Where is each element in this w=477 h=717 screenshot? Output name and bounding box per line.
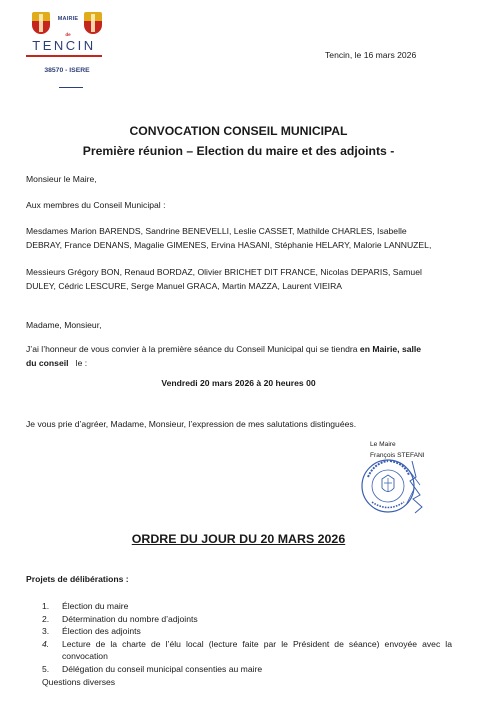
- document-subtitle: Première réunion – Election du maire et des adjoints -: [82, 144, 395, 158]
- list-number: 4.: [42, 638, 50, 649]
- mesdames-line-2: DEBRAY, France DENANS, Magalie GIMENES, Ervina HASANI, Stéphanie HELARY, Malorie LANNUZEL,: [26, 240, 432, 250]
- questions-diverses: Questions diverses: [42, 676, 116, 687]
- closing-formula: Je vous prie d’agréer, Madame, Monsieur, l’expression de mes salutations distinguées.: [26, 419, 357, 429]
- invitation-text: J’ai l’honneur de vous convier à la première séance du Conseil Municipal qui se tiendra: [26, 344, 360, 354]
- list-number: 2.: [42, 613, 50, 624]
- greeting: Madame, Monsieur,: [26, 320, 102, 330]
- list-item-text: Lecture de la charte de l’élu local (lecture faite par le Président de séance) envoyée avec la convocation: [62, 638, 452, 662]
- header-divider: [59, 87, 83, 88]
- section-label: Projets de délibérations :: [26, 574, 129, 584]
- logo-de-text: de: [65, 32, 71, 37]
- list-number: 3.: [42, 626, 50, 637]
- list-item-text: Délégation du conseil municipal consenties au maire: [62, 663, 263, 674]
- list-item-text: Élection du maire: [62, 601, 129, 611]
- logo-town-name: TENCIN: [32, 38, 96, 53]
- postcode-department: 38570 - ISERE: [44, 67, 90, 74]
- logo-mairie-text: MAIRIE: [57, 16, 79, 22]
- signature-role: Le Maire: [370, 441, 396, 448]
- salutation: Monsieur le Maire,: [26, 174, 97, 184]
- document-title: CONVOCATION CONSEIL MUNICIPAL: [129, 124, 348, 138]
- list-item: [42, 625, 452, 638]
- invitation-location: en Mairie, salle: [359, 344, 422, 354]
- meeting-datetime: Vendredi 20 mars 2026 à 20 heures 00: [161, 378, 316, 388]
- list-item-text: Détermination du nombre d’adjoints: [62, 613, 198, 624]
- messieurs-line-1: Messieurs Grégory BON, Renaud BORDAZ, Olivier BRICHET DIT FRANCE, Nicolas DEPARIS, Samuel: [26, 267, 422, 277]
- list-item: [42, 638, 452, 663]
- agenda-title-text: ORDRE DU JOUR DU 20 MARS 2026: [131, 532, 346, 546]
- date-line: Tencin, le 16 mars 2026: [325, 50, 417, 60]
- to-members: Aux membres du Conseil Municipal :: [26, 200, 166, 210]
- messieurs-line-2: DULEY, Cédric LESCURE, Serge Manuel GRACA, Martin MAZZA, Laurent VIEIRA: [26, 281, 343, 291]
- invitation-location-cont: du conseil: [26, 358, 69, 368]
- list-item: [42, 613, 452, 626]
- coat-of-arms-right-icon: [84, 12, 102, 34]
- signature-name: François STEFANI: [370, 452, 425, 459]
- invitation-line-2: [26, 356, 87, 370]
- agenda-list: [42, 600, 452, 688]
- list-number: 5.: [42, 663, 50, 674]
- invitation-line-1: [26, 342, 421, 356]
- list-item-text: Élection des adjoints: [62, 626, 141, 637]
- list-number: 1.: [42, 601, 50, 611]
- invitation-text-end: le :: [75, 358, 88, 368]
- official-stamp-icon: [360, 455, 426, 517]
- list-item: [42, 663, 452, 676]
- mesdames-line-1: Mesdames Marion BARENDS, Sandrine BENEVELLI, Leslie CASSET, Mathilde CHARLES, Isabelle: [26, 226, 407, 236]
- logo-underline: [26, 55, 102, 57]
- list-item: [42, 600, 452, 613]
- agenda-title: [0, 532, 477, 546]
- coat-of-arms-left-icon: [32, 12, 50, 34]
